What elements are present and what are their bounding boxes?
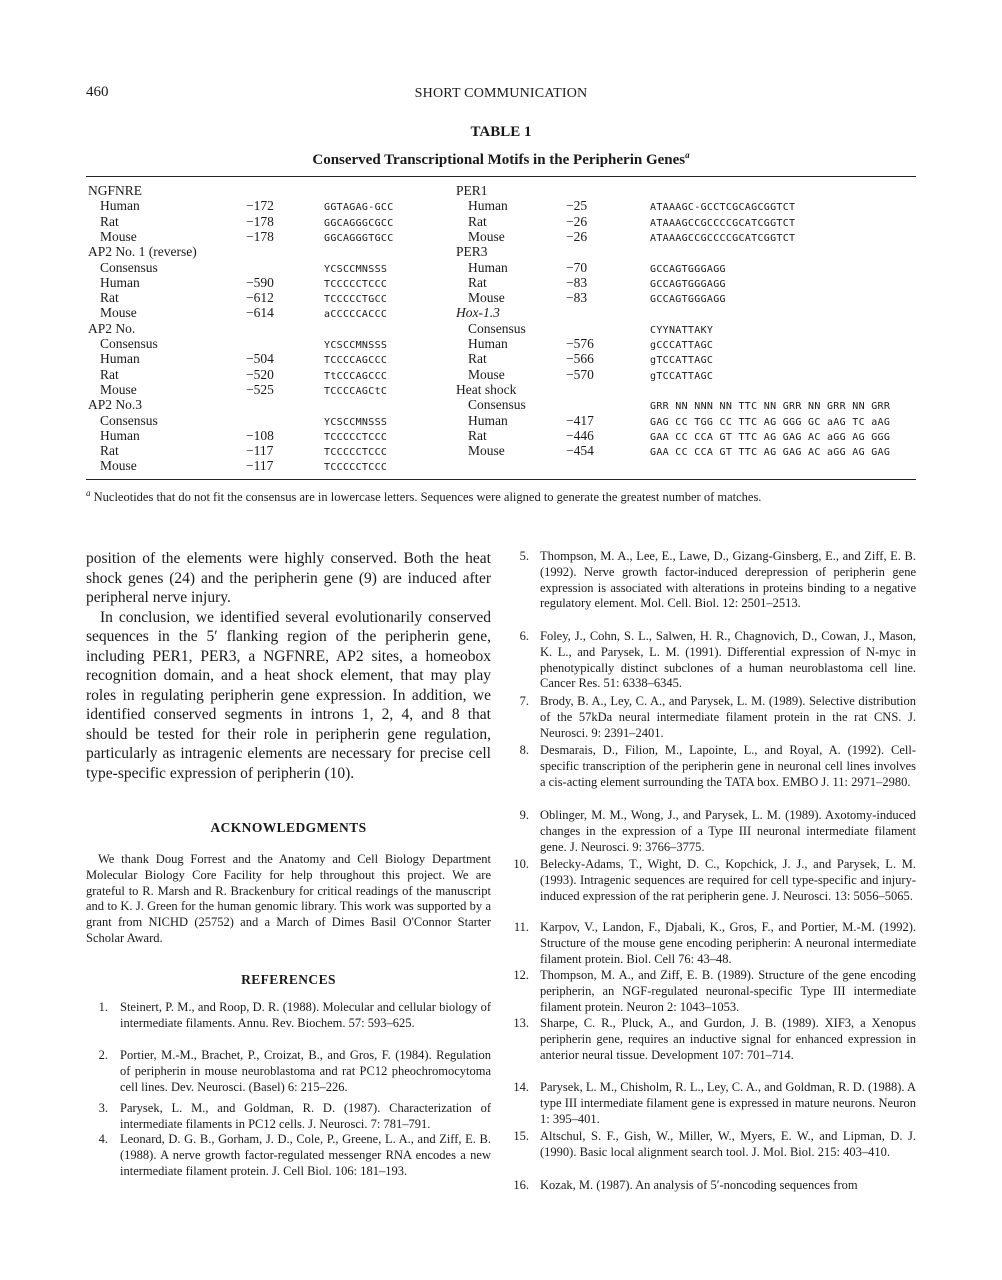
table-title-footnote-mark: a <box>685 150 690 160</box>
table-row-species: Human <box>100 274 140 290</box>
table-cell-position: −504 <box>246 351 274 367</box>
body-paragraph-2: In conclusion, we identified several evolutionarily conserved sequences in the 5′ flanking region of the peripherin gene, including PER1, PER3, a NGFNRE, AP2 sites, a homeobox recognition domain, and a heat shock element, that may play roles in regulating peripherin gene expression. In addition, we identified conserved segments in introns 1, 2, 4, and 8 that should be tested for their role in peripherin gene regulation, particularly as intragenic elements are necessary for precise cell type-specific expression of peripherin (10). <box>86 608 491 782</box>
table-row-species: Human <box>468 412 508 428</box>
table-cell-sequence: TCCCCAGCtC <box>324 385 388 397</box>
table-cell-position: −614 <box>246 305 274 321</box>
reference-text: Kozak, M. (1987). An analysis of 5′-noncoding sequences from <box>540 1178 858 1192</box>
table-row-species: Consensus <box>100 412 158 428</box>
table-cell-sequence: GRR NN NNN NN TTC NN GRR NN GRR NN GRR <box>650 401 891 413</box>
reference-text: Portier, M.-M., Brachet, P., Croizat, B., and Gros, F. (1984). Regulation of peripherin in mouse neuroblastoma and rat PC12 pheochromocytoma cell lines. Dev. Neurosci. (Basel) 6: 215–226. <box>120 1048 491 1094</box>
table-cell-position: −520 <box>246 366 274 382</box>
table-row-species: Rat <box>100 290 119 306</box>
table-cell-position: −83 <box>566 274 588 290</box>
table-cell-position: −26 <box>566 228 588 244</box>
reference-number: 9. <box>519 808 529 822</box>
table-bottom-rule <box>86 479 916 480</box>
reference-number: 5. <box>519 549 529 563</box>
table-row-species: Mouse <box>468 366 505 382</box>
reference-text: Thompson, M. A., and Ziff, E. B. (1989). Structure of the gene encoding peripherin, an NGF-regulated neuronal-specific Type III intermediate filament protein. Neuron 2: 1043–1053. <box>540 968 916 1014</box>
running-title: SHORT COMMUNICATION <box>414 86 588 101</box>
table-cell-sequence: TCCCCCTGCC <box>324 294 388 306</box>
table-row-species: Rat <box>100 213 119 229</box>
table-cell-sequence: ATAAAGC-GCCTCGCAGCGGTCT <box>650 202 796 214</box>
table-row-motif: AP2 No. <box>88 320 136 336</box>
reference-number: 8. <box>519 743 529 757</box>
table-row-species: Mouse <box>468 228 505 244</box>
reference-number: 4. <box>98 1132 108 1146</box>
reference-number: 7. <box>519 694 529 708</box>
reference-number: 1. <box>98 1000 108 1014</box>
table-label: TABLE 1 <box>470 124 532 140</box>
table-row-species: Human <box>468 198 508 214</box>
table-cell-position: −454 <box>566 443 594 459</box>
table-cell-sequence: gTCCATTAGC <box>650 370 714 382</box>
reference-number: 12. <box>513 968 529 982</box>
table-cell-sequence: TCCCCCTCCC <box>324 278 388 290</box>
table-row-motif: AP2 No.3 <box>88 397 143 413</box>
table-cell-sequence: aCCCCCACCC <box>324 309 388 321</box>
table-cell-position: −417 <box>566 412 594 428</box>
reference-text: Foley, J., Cohn, S. L., Salwen, H. R., Chagnovich, D., Cowan, J., Mason, K. L., and Parysek, L. M. (1991). Differential expression of N-myc in phenotypically distinct subclones of a human neuroblastoma cell line. Cancer Res. 51: 6338–6345. <box>540 629 916 691</box>
table-cell-position: −26 <box>566 213 588 229</box>
table-row-motif: Heat shock <box>456 381 517 397</box>
reference-text: Karpov, V., Landon, F., Djabali, K., Gros, F., and Portier, M.-M. (1992). Structure of the mouse gene encoding peripherin: A neuronal intermediate filament protein. Biol. Cell 76: 43–48. <box>540 920 916 966</box>
table-cell-position: −612 <box>246 290 274 306</box>
table-row-species: Human <box>100 198 140 214</box>
table-row-species: Mouse <box>100 381 137 397</box>
table-cell-position: −172 <box>246 198 274 214</box>
table-row-species: Human <box>100 427 140 443</box>
acknowledgments-text: We thank Doug Forrest and the Anatomy and Cell Biology Department Molecular Biology Core Facility for help throughout this project. We are grateful to R. Marsh and R. Brackenbury for critical readings of the manuscript and to K. J. Green for the human genomic library. This work was supported by a grant from NICHD (25752) and a March of Dimes Basil O'Connor Starter Scholar Award. <box>86 852 491 945</box>
table-cell-sequence: YCSCCMNSSS <box>324 416 388 428</box>
table-cell-sequence: CYYNATTAKY <box>650 324 714 336</box>
table-cell-position: −178 <box>246 213 274 229</box>
table-cell-sequence: GCCAGTGGGAGG <box>650 294 726 306</box>
reference-text: Thompson, M. A., Lee, E., Lawe, D., Gizang-Ginsberg, E., and Ziff, E. B. (1992). Nerve growth factor-induced derepression of peripherin gene expression is associated with alterations in proteins binding to a negative regulatory element. Mol. Cell. Biol. 12: 2501–2513. <box>540 549 916 611</box>
table-row-species: Rat <box>468 351 487 367</box>
table-cell-sequence: TtCCCAGCCC <box>324 370 388 382</box>
reference-text: Leonard, D. G. B., Gorham, J. D., Cole, P., Greene, L. A., and Ziff, E. B. (1988). A nerve growth factor-regulated messenger RNA encodes a new intermediate filament protein. J. Cell Biol. 106: 181–193. <box>120 1132 491 1178</box>
table-cell-sequence: GCCAGTGGGAGG <box>650 278 726 290</box>
table-cell-sequence: TCCCCCTCCC <box>324 447 388 459</box>
table-cell-position: −525 <box>246 381 274 397</box>
table-row-motif: Hox-1.3 <box>456 305 500 321</box>
reference-number: 13. <box>513 1016 529 1030</box>
table-row-species: Human <box>468 336 508 351</box>
table-cell-sequence: GGCAGGGTGCC <box>324 232 394 244</box>
reference-text: Parysek, L. M., and Goldman, R. D. (1987). Characterization of intermediate filaments in PC12 cells. J. Neurosci. 7: 781–791. <box>120 1101 491 1131</box>
reference-number: 16. <box>513 1178 529 1192</box>
table-row-species: Consensus <box>100 259 158 275</box>
references-heading: REFERENCES <box>241 972 336 987</box>
table-cell-sequence: gCCCATTAGC <box>650 340 714 351</box>
table-cell-position: −117 <box>246 458 274 474</box>
table-row-species: Mouse <box>100 458 137 474</box>
table-top-rule <box>86 176 916 177</box>
table-cell-sequence: GCCAGTGGGAGG <box>650 263 726 275</box>
table-row-species: Rat <box>468 427 487 443</box>
table-row-species: Rat <box>468 213 487 229</box>
reference-number: 11. <box>513 920 529 934</box>
reference-text: Brody, B. A., Ley, C. A., and Parysek, L. M. (1989). Selective distribution of the 57kDa neural intermediate filament protein in the rat CNS. J. Neurosci. 9: 2391–2401. <box>540 694 916 740</box>
reference-text: Sharpe, C. R., Pluck, A., and Gurdon, J. B. (1989). XIF3, a Xenopus peripherin gene, requires an inductive signal for enhanced expression in anterior neural tissue. Development 107: 701–714. <box>540 1016 916 1062</box>
table-cell-sequence: YCSCCMNSSS <box>324 340 388 351</box>
reference-text: Belecky-Adams, T., Wight, D. C., Kopchick, J. J., and Parysek, L. M. (1993). Intragenic sequences are required for cell type-specific and injury-induced expression of the rat peripherin gene. J. Neurosci. 13: 5056–5065. <box>540 857 916 903</box>
table-row-species: Consensus <box>468 397 526 413</box>
table-row-species: Consensus <box>468 320 526 336</box>
table-row-species: Mouse <box>100 228 137 244</box>
reference-text: Oblinger, M. M., Wong, J., and Parysek, L. M. (1989). Axotomy-induced changes in the expression of a Type III neuronal intermediate filament gene. J. Neurosci. 9: 3766–3775. <box>540 808 916 854</box>
reference-text: Parysek, L. M., Chisholm, R. L., Ley, C. A., and Goldman, R. D. (1988). A type III intermediate filament gene is expressed in mature neurons. Neuron 1: 395–401. <box>540 1080 916 1126</box>
table-cell-position: −590 <box>246 274 274 290</box>
reference-text: Desmarais, D., Filion, M., Lapointe, L., and Royal, A. (1992). Cell-specific transcription of the peripherin gene in neuronal cell lines involves a cis-acting element surrounding the TATA box. EMBO J. 11: 2971–2980. <box>540 743 916 789</box>
table-cell-sequence: GAA CC CCA GT TTC AG GAG AC aGG AG GAG <box>650 447 891 459</box>
table-row-species: Rat <box>468 274 487 290</box>
table-row-species: Rat <box>100 366 119 382</box>
table-cell-sequence: GAG CC TGG CC TTC AG GGG GC aAG TC aAG <box>650 416 891 428</box>
acknowledgments-heading: ACKNOWLEDGMENTS <box>210 820 367 835</box>
table-row-motif: AP2 No. 1 (reverse) <box>88 244 197 260</box>
footnote-mark: a <box>86 488 91 498</box>
table-row-species: Consensus <box>100 336 158 351</box>
table-row-species: Mouse <box>468 443 505 459</box>
table-cell-position: −83 <box>566 290 588 306</box>
table-cell-position: −446 <box>566 427 594 443</box>
table-cell-position: −566 <box>566 351 594 367</box>
body-paragraph-1: position of the elements were highly conserved. Both the heat shock genes (24) and the peripherin gene (9) are induced after peripheral nerve injury. <box>86 550 491 606</box>
table-row-motif: NGFNRE <box>88 183 143 198</box>
table-cell-sequence: TCCCCAGCCC <box>324 355 388 367</box>
table-cell-sequence: GAA CC CCA GT TTC AG GAG AC aGG AG GGG <box>650 431 891 443</box>
table-cell-sequence: ATAAAGCCGCCCCGCATCGGTCT <box>650 232 796 244</box>
table-cell-sequence: YCSCCMNSSS <box>324 263 388 275</box>
table-title <box>0 150 1002 169</box>
table-cell-position: −70 <box>566 259 588 275</box>
table-footnote <box>86 488 916 505</box>
table-cell-sequence: GGCAGGGCGCC <box>324 217 394 229</box>
page-number: 460 <box>86 84 109 100</box>
reference-text: Steinert, P. M., and Roop, D. R. (1988). Molecular and cellular biology of intermediate filaments. Annu. Rev. Biochem. 57: 593–625. <box>120 1000 491 1030</box>
reference-number: 15. <box>513 1129 529 1143</box>
reference-number: 10. <box>513 857 529 871</box>
table-cell-sequence: gTCCATTAGC <box>650 355 714 367</box>
table-cell-sequence: TCCCCCTCCC <box>324 431 388 443</box>
table-row-motif: PER3 <box>456 244 488 260</box>
table-cell-position: −570 <box>566 366 594 382</box>
table-row-species: Mouse <box>468 290 505 306</box>
table-cell-position: −576 <box>566 336 594 351</box>
table-cell-position: −178 <box>246 228 274 244</box>
table-title-text: Conserved Transcriptional Motifs in the Peripherin Genes <box>312 152 686 168</box>
body-text <box>86 549 491 783</box>
reference-number: 14. <box>513 1080 529 1094</box>
table-row-species: Human <box>100 351 140 367</box>
table-row-motif: PER1 <box>456 183 488 198</box>
reference-text: Altschul, S. F., Gish, W., Miller, W., Myers, E. W., and Lipman, D. J. (1990). Basic local alignment search tool. J. Mol. Biol. 215: 403–410. <box>540 1129 916 1159</box>
reference-number: 3. <box>98 1101 108 1115</box>
reference-number: 2. <box>98 1048 108 1062</box>
footnote-text: Nucleotides that do not fit the consensus are in lowercase letters. Sequences were aligned to generate the greatest number of matches. <box>93 490 762 505</box>
table-cell-position: −117 <box>246 443 274 459</box>
table-row-species: Mouse <box>100 305 137 321</box>
table-row-species: Human <box>468 259 508 275</box>
table-cell-sequence: ATAAAGCCGCCCCGCATCGGTCT <box>650 217 796 229</box>
table-cell-sequence: TCCCCCTCCC <box>324 462 388 474</box>
table-cell-position: −25 <box>566 198 588 214</box>
table-cell-sequence: GGTAGAG-GCC <box>324 202 394 214</box>
table-row-species: Rat <box>100 443 119 459</box>
reference-number: 6. <box>519 629 529 643</box>
table-cell-position: −108 <box>246 427 274 443</box>
